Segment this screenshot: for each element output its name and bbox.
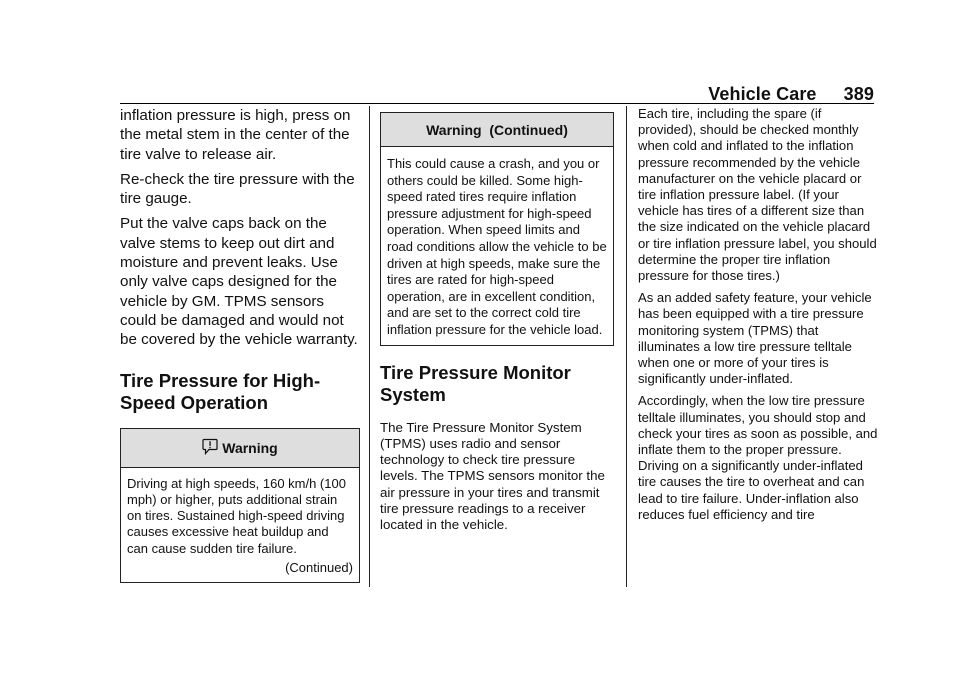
column-divider xyxy=(369,106,370,587)
warning-title: Warning (Continued) xyxy=(426,122,568,138)
warning-title: Warning xyxy=(222,439,278,456)
paragraph: Re-check the tire pressure with the tire gauge. xyxy=(120,170,355,208)
column-right xyxy=(638,106,878,529)
page-number: 389 xyxy=(843,84,874,104)
warning-box-continued xyxy=(380,112,614,346)
warning-title-bar xyxy=(381,113,613,147)
paragraph: inflation pressure is high, press on the metal stem in the center of the tire valve to release air. xyxy=(120,107,351,163)
warning-box xyxy=(120,428,360,584)
warning-title-bar xyxy=(121,429,359,468)
section-heading: Tire Pressure for High-Speed Operation xyxy=(120,369,321,413)
section-heading: Tire Pressure Monitor System xyxy=(380,361,571,405)
paragraph: The Tire Pressure Monitor System (TPMS) uses radio and sensor technology to check tire pressure levels. The TPMS sensors monitor the air pressure in your tires and transmit tire pressure readings to a receiver located in the vehicle. xyxy=(380,419,605,533)
section-title: Vehicle Care xyxy=(708,84,817,104)
column-divider xyxy=(626,106,627,587)
page-header xyxy=(708,84,874,105)
warning-text: Driving at high speeds, 160 km/h (100 mph) or higher, puts additional strain on tires. Sustained high-speed driving causes excessive heat buildup and can cause sudden tire failure. xyxy=(127,475,346,556)
warning-text: This could cause a crash, and you or others could be killed. Some high-speed rated tires require inflation pressure adjustment for high-speed operation. When speed limits and road conditions allow the vehicle to be driven at high speeds, make sure the tires are rated for high-speed operation, are in excellent condition, and are set to the correct cold tire inflation pressure for the vehicle load. xyxy=(387,156,607,337)
continued-label: (Continued) xyxy=(285,560,353,576)
paragraph: Put the valve caps back on the valve stems to keep out dirt and moisture and prevent leaks. Use only valve caps designed for the vehicle by GM. TPMS sensors could be damaged and would not be covered by the vehicle warranty. xyxy=(120,215,358,349)
warning-body xyxy=(381,147,613,345)
column-middle xyxy=(380,106,614,540)
paragraph: As an added safety feature, your vehicle has been equipped with a tire pressure monitoring system (TPMS) that illuminates a low tire pressure telltale when one or more of your tires is significantly under-inflated. xyxy=(638,290,872,387)
header-rule xyxy=(120,103,874,104)
warning-body xyxy=(121,468,359,583)
paragraph: Each tire, including the spare (if provided), should be checked monthly when cold and inflated to the inflation pressure recommended by the vehicle manufacturer on the vehicle placard or tire inflation pressure label. (If your vehicle has tires of a different size than the size indicated on the vehicle placard or tire inflation pressure label, you should determine the proper tire inflation pressure for those tires.) xyxy=(638,106,877,284)
column-left xyxy=(120,106,360,583)
warning-icon xyxy=(202,438,218,459)
paragraph: Accordingly, when the low tire pressure telltale illuminates, you should stop and check your tires as soon as possible, and inflate them to the proper pressure. Driving on a significantly under-inflated tire causes the tire to overheat and can lead to tire failure. Under-inflation also reduces fuel efficiency and tire xyxy=(638,393,878,522)
